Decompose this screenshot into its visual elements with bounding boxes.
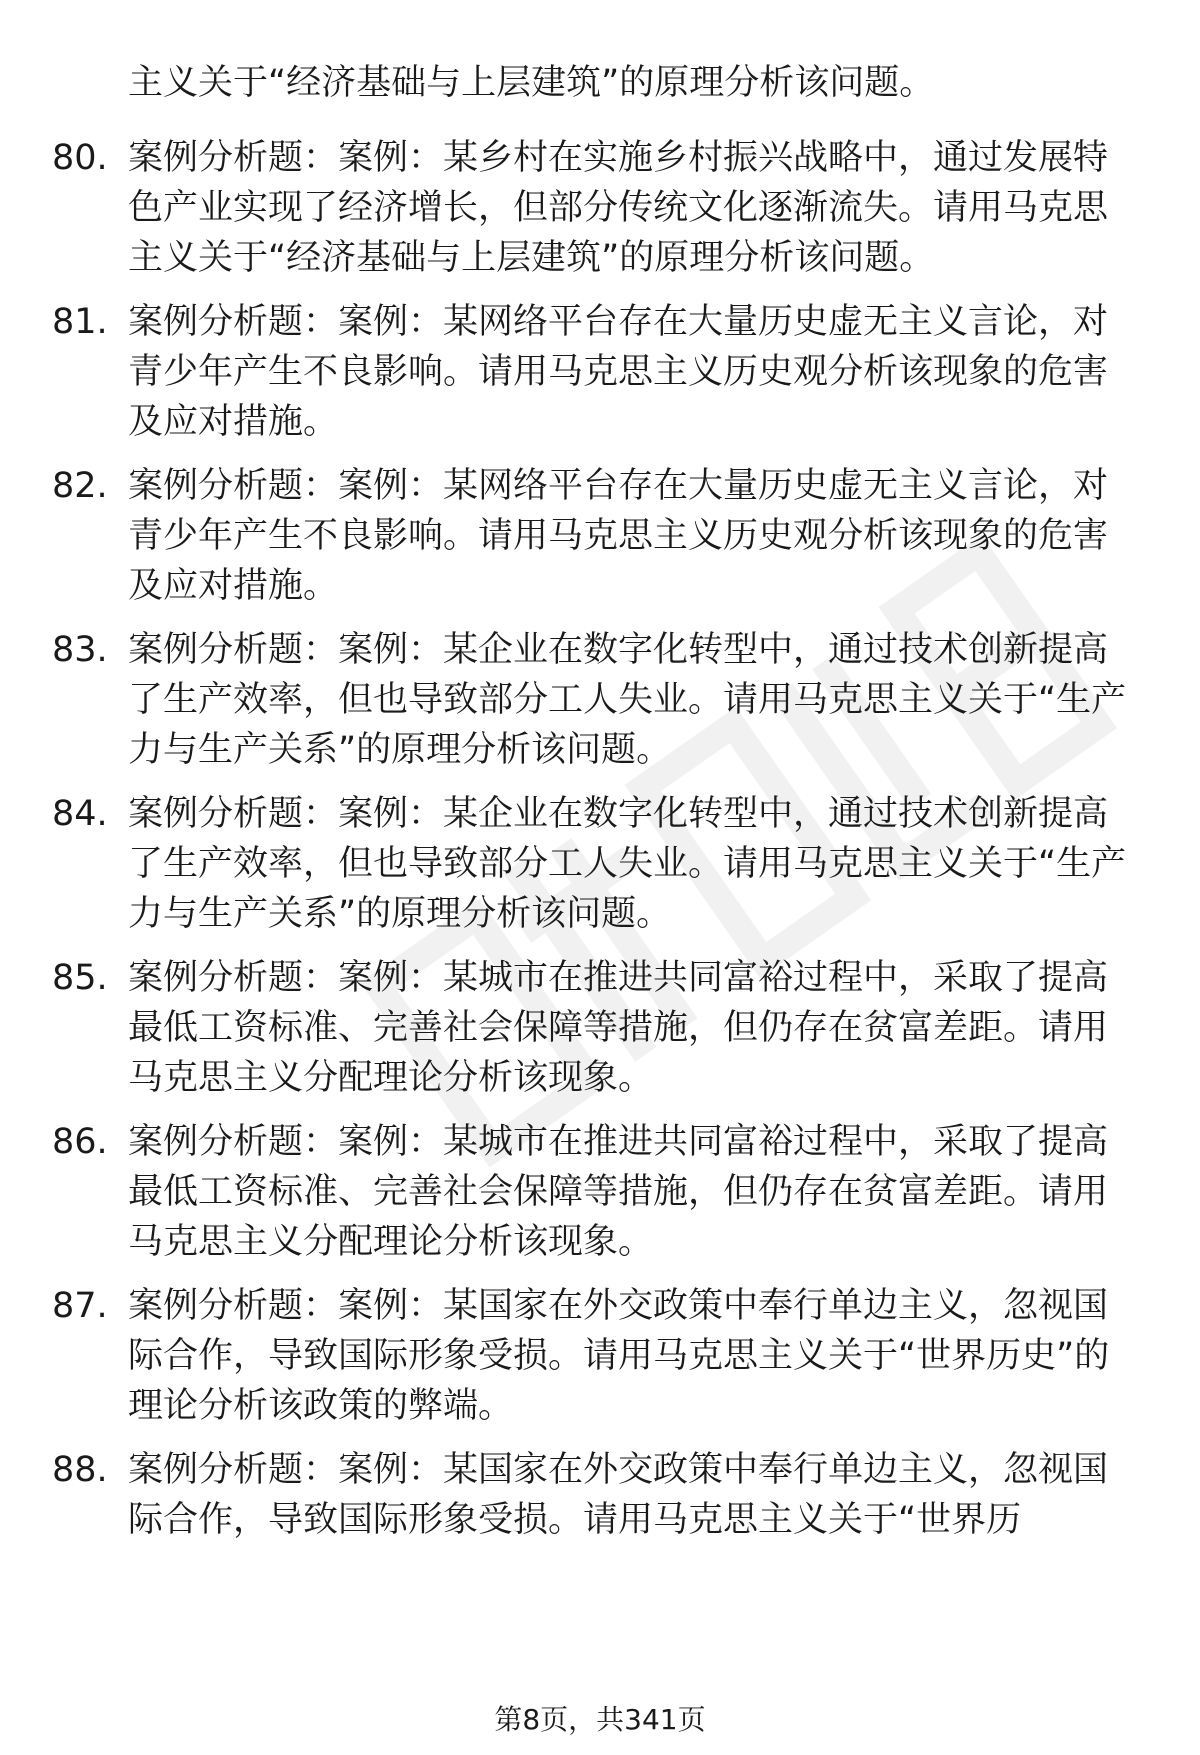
question-text: 案例分析题：案例：某乡村在实施乡村振兴战略中，通过发展特色产业实现了经济增长，但部分传统文化逐渐流失。请用马克思主义关于“经济基础与上层建筑”的原理分析该问题。 <box>128 138 1109 278</box>
question-text: 案例分析题：案例：某国家在外交政策中奉行单边主义，忽视国际合作，导致国际形象受损。请用马克思主义关于“世界历 <box>128 1450 1109 1540</box>
question-number: 84. <box>52 794 108 834</box>
question-text: 案例分析题：案例：某企业在数字化转型中，通过技术创新提高了生产效率，但也导致部分工人失业。请用马克思主义关于“生产力与生产关系”的原理分析该问题。 <box>128 630 1127 770</box>
question-text: 案例分析题：案例：某网络平台存在大量历史虚无主义言论，对青少年产生不良影响。请用马克思主义历史观分析该现象的危害及应对措施。 <box>128 302 1109 442</box>
question-number: 80. <box>52 138 108 178</box>
question-number: 82. <box>52 466 108 506</box>
question-text: 案例分析题：案例：某国家在外交政策中奉行单边主义，忽视国际合作，导致国际形象受损。请用马克思主义关于“世界历史”的理论分析该政策的弊端。 <box>128 1286 1110 1426</box>
question-number: 83. <box>52 630 108 670</box>
question-text: 案例分析题：案例：某企业在数字化转型中，通过技术创新提高了生产效率，但也导致部分工人失业。请用马克思主义关于“生产力与生产关系”的原理分析该问题。 <box>128 794 1127 934</box>
question-number: 88. <box>52 1450 108 1490</box>
question-text: 案例分析题：案例：某网络平台存在大量历史虚无主义言论，对青少年产生不良影响。请用马克思主义历史观分析该现象的危害及应对措施。 <box>128 466 1109 606</box>
question-number: 86. <box>52 1122 108 1162</box>
continuation-text: 主义关于“经济基础与上层建筑”的原理分析该问题。 <box>128 63 935 103</box>
question-number: 85. <box>52 958 108 998</box>
question-number: 87. <box>52 1286 108 1326</box>
question-text: 案例分析题：案例：某城市在推进共同富裕过程中，采取了提高最低工资标准、完善社会保障等措施，但仍存在贫富差距。请用马克思主义分配理论分析该现象。 <box>128 958 1109 1098</box>
question-text: 案例分析题：案例：某城市在推进共同富裕过程中，采取了提高最低工资标准、完善社会保障等措施，但仍存在贫富差距。请用马克思主义分配理论分析该现象。 <box>128 1122 1109 1262</box>
question-number: 81. <box>52 302 108 342</box>
page-footer: 第8页，共341页 <box>494 1703 706 1736</box>
